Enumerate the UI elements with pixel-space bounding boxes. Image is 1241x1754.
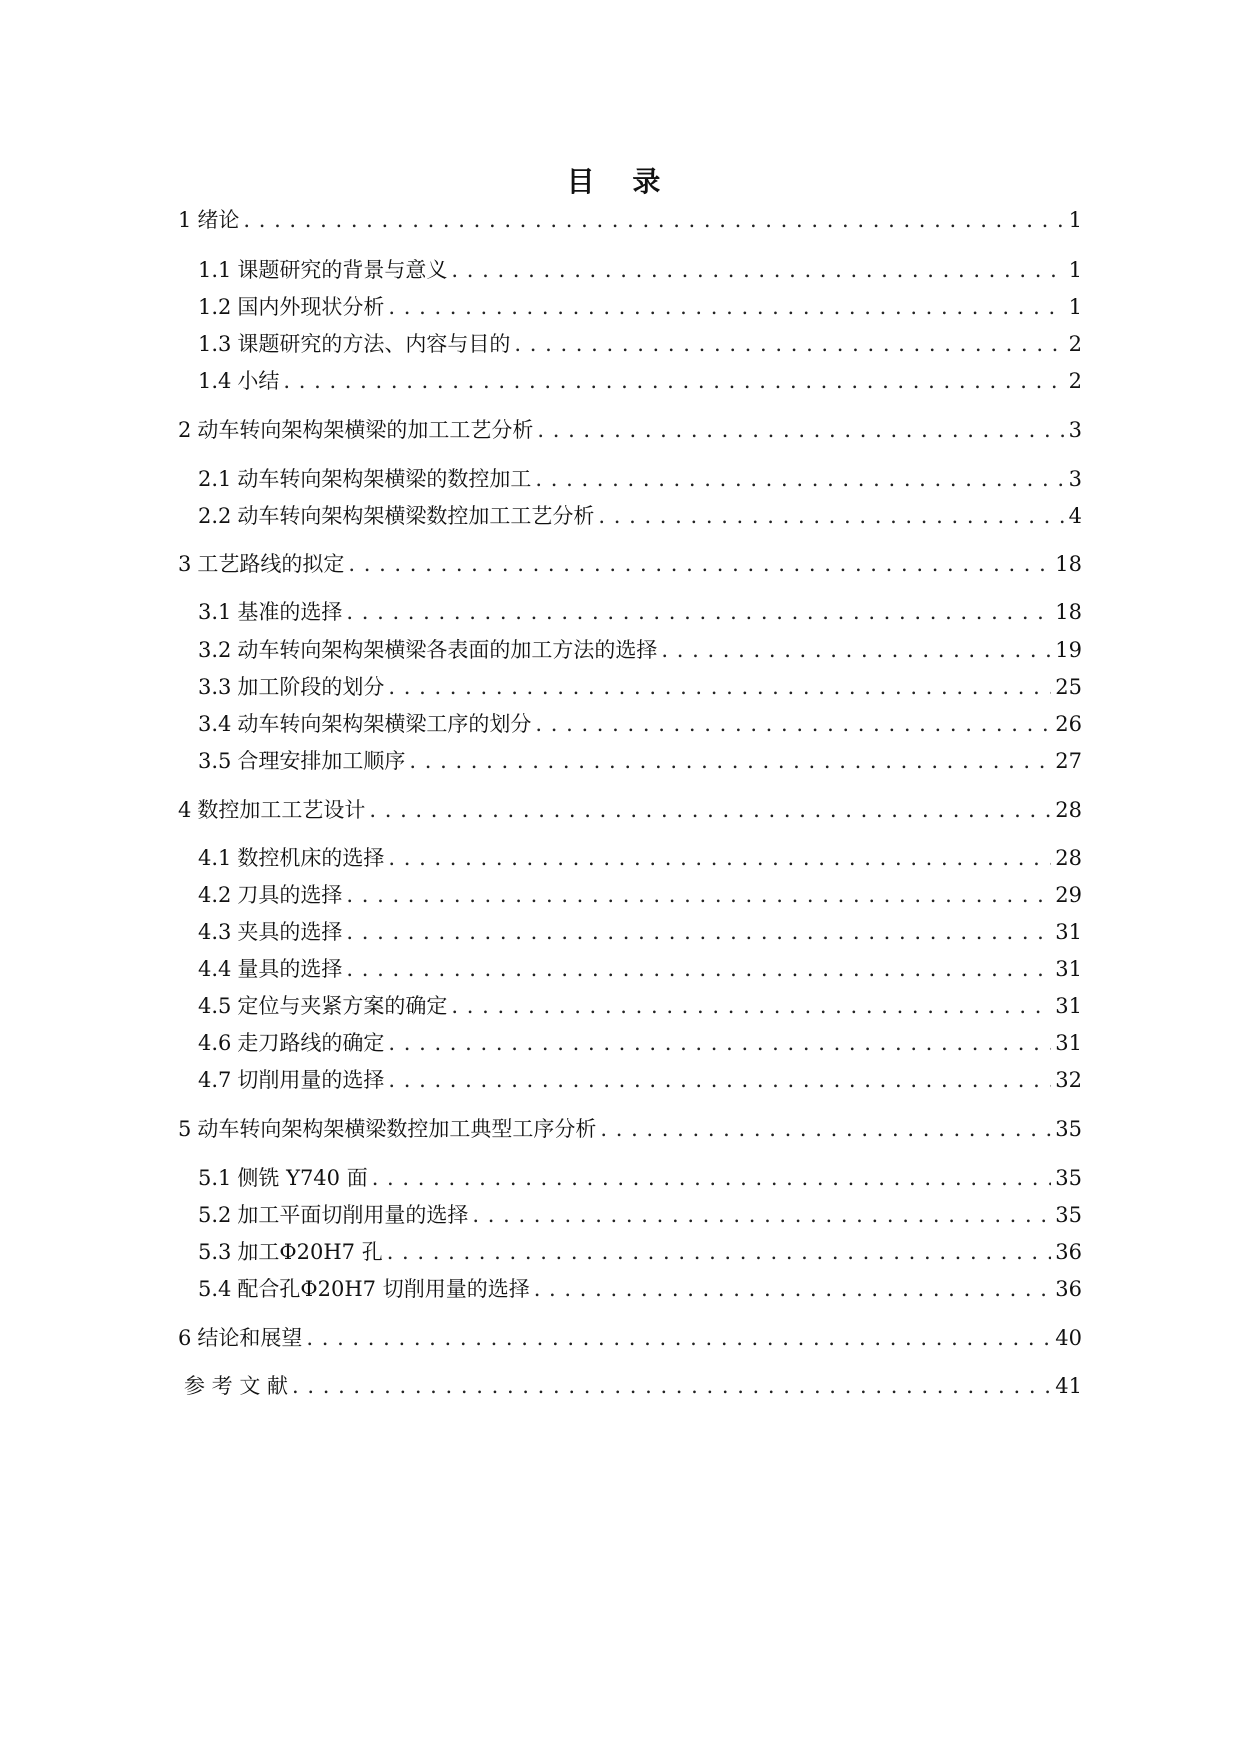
toc-entry-number: 4 (178, 798, 192, 822)
toc-entry[interactable] (178, 1115, 1082, 1143)
toc-leader-dots (346, 955, 1051, 983)
toc-entry-label: 动车转向架构架横梁的加工工艺分析 (197, 418, 534, 442)
toc-entry-number: 1.1 (198, 258, 232, 282)
toc-entry-label: 合理安排加工顺序 (237, 749, 406, 773)
toc-entry-number: 5.2 (198, 1203, 232, 1227)
toc-entry-page: 26 (1055, 712, 1082, 736)
toc-entry[interactable] (198, 598, 1082, 626)
toc-entry-page: 35 (1055, 1203, 1082, 1227)
toc-entry-label: 侧铣 Y740 面 (237, 1166, 368, 1190)
toc-entry[interactable] (198, 1275, 1082, 1303)
toc-entry[interactable] (198, 710, 1082, 738)
toc-leader-dots (388, 844, 1051, 872)
toc-entry-number: 6 (178, 1326, 192, 1350)
toc-entry-label: 国内外现状分析 (237, 295, 385, 319)
toc-entry-page: 31 (1055, 994, 1082, 1018)
toc-entry[interactable] (198, 330, 1082, 358)
toc-entry-number: 1 (178, 208, 192, 232)
toc-entry-number: 3.1 (198, 600, 232, 624)
toc-entry-page: 3 (1068, 467, 1082, 491)
toc-entry-page: 36 (1055, 1240, 1082, 1264)
toc-entry-label: 数控机床的选择 (237, 846, 385, 870)
toc-entry-label: 量具的选择 (237, 957, 343, 981)
toc-leader-dots (306, 1324, 1051, 1352)
toc-entry-label: 结论和展望 (197, 1326, 303, 1350)
toc-entry-number: 5 (178, 1117, 192, 1141)
toc-leader-dots (537, 416, 1064, 444)
toc-entry[interactable] (198, 1201, 1082, 1229)
toc-entry-page: 18 (1055, 600, 1082, 624)
toc-entry-number: 4.1 (198, 846, 232, 870)
toc-leader-dots (534, 1275, 1052, 1303)
toc-entry-label: 动车转向架构架横梁的数控加工 (237, 467, 532, 491)
toc-entry-page: 35 (1055, 1117, 1082, 1141)
toc-leader-dots (369, 796, 1051, 824)
toc-entry-page: 32 (1055, 1068, 1082, 1092)
toc-entry-label: 绪论 (197, 208, 240, 232)
toc-entry-page: 29 (1055, 883, 1082, 907)
toc-leader-dots (292, 1372, 1051, 1400)
toc-entry-label: 刀具的选择 (237, 883, 343, 907)
toc-entry-page: 1 (1068, 258, 1082, 282)
toc-entry-number: 5.1 (198, 1166, 232, 1190)
toc-entry-label: 配合孔Φ20H7 切削用量的选择 (237, 1277, 530, 1301)
toc-entry-number: 4.2 (198, 883, 232, 907)
toc-entry[interactable] (198, 1164, 1082, 1192)
toc-entry[interactable] (198, 1238, 1082, 1266)
toc-entry-number: 4.5 (198, 994, 232, 1018)
toc-leader-dots (346, 918, 1051, 946)
toc-entry-label: 数控加工工艺设计 (197, 798, 366, 822)
toc-leader-dots (600, 1115, 1051, 1143)
toc-leader-dots (661, 636, 1051, 664)
toc-entry-page: 1 (1068, 295, 1082, 319)
toc-entry-label: 课题研究的方法、内容与目的 (237, 332, 511, 356)
toc-entry-page: 2 (1068, 369, 1082, 393)
toc-entry-label: 加工平面切削用量的选择 (237, 1203, 469, 1227)
toc-entry-label: 动车转向架构架横梁各表面的加工方法的选择 (237, 638, 658, 662)
toc-leader-dots (598, 502, 1064, 530)
page-title: 目 录 (566, 165, 675, 198)
toc-leader-dots (388, 673, 1051, 701)
toc-entry-number: 3.4 (198, 712, 232, 736)
toc-entry-label: 基准的选择 (237, 600, 343, 624)
toc-entry-page: 19 (1055, 638, 1082, 662)
toc-entry-number: 3.5 (198, 749, 232, 773)
toc-entry-page: 41 (1055, 1374, 1082, 1398)
toc-entry[interactable] (198, 881, 1082, 909)
toc-leader-dots (535, 465, 1064, 493)
toc-leader-dots (283, 367, 1064, 395)
toc-leader-dots (387, 1238, 1052, 1266)
toc-entry-number: 5.3 (198, 1240, 232, 1264)
toc-entry-label: 动车转向架构架横梁数控加工典型工序分析 (197, 1117, 597, 1141)
toc-leader-dots (388, 293, 1064, 321)
toc-leader-dots (451, 992, 1051, 1020)
toc-entry-label: 加工阶段的划分 (237, 675, 385, 699)
toc-entry-page: 1 (1068, 208, 1082, 232)
toc-entry-page: 36 (1055, 1277, 1082, 1301)
toc-entry-number: 1.4 (198, 369, 232, 393)
toc-leader-dots (372, 1164, 1052, 1192)
toc-entry[interactable] (198, 955, 1082, 983)
toc-entry[interactable] (178, 550, 1082, 578)
toc-entry-label: 定位与夹紧方案的确定 (237, 994, 448, 1018)
toc-entry-page: 2 (1068, 332, 1082, 356)
toc-entry[interactable] (198, 636, 1082, 664)
toc-entry[interactable] (178, 796, 1082, 824)
toc-entry[interactable] (198, 465, 1082, 493)
toc-entry[interactable] (198, 918, 1082, 946)
toc-entry[interactable] (178, 416, 1082, 444)
toc-entry-number: 4.4 (198, 957, 232, 981)
toc-entry[interactable] (198, 256, 1082, 284)
toc-entry-number: 1.3 (198, 332, 232, 356)
toc-entry[interactable] (198, 367, 1082, 395)
toc-entry-page: 40 (1055, 1326, 1082, 1350)
toc-entry-label: 工艺路线的拟定 (197, 552, 345, 576)
toc-entry[interactable] (178, 206, 1082, 234)
toc-leader-dots (451, 256, 1064, 284)
toc-entry-page: 4 (1068, 504, 1082, 528)
toc-entry-label: 夹具的选择 (237, 920, 343, 944)
toc-entry[interactable] (198, 502, 1082, 530)
toc-entry-label: 动车转向架构架横梁工序的划分 (237, 712, 532, 736)
toc-entry-page: 31 (1055, 1031, 1082, 1055)
toc-leader-dots (388, 1029, 1051, 1057)
toc-entry-label: 切削用量的选择 (237, 1068, 385, 1092)
toc-entry-page: 35 (1055, 1166, 1082, 1190)
toc-entry[interactable] (178, 1324, 1082, 1352)
toc-leader-dots (348, 550, 1051, 578)
toc-leader-dots (514, 330, 1064, 358)
toc-entry-number: 5.4 (198, 1277, 232, 1301)
toc-entry-page: 18 (1055, 552, 1082, 576)
toc-entry-label: 走刀路线的确定 (237, 1031, 385, 1055)
toc-leader-dots (346, 598, 1051, 626)
toc-leader-dots (388, 1066, 1051, 1094)
toc-entry-number: 3.3 (198, 675, 232, 699)
toc-entry-number: 2.1 (198, 467, 232, 491)
toc-entry-label: 加工Φ20H7 孔 (237, 1240, 383, 1264)
toc-entry-label: 课题研究的背景与意义 (237, 258, 448, 282)
toc-entry-number: 4.3 (198, 920, 232, 944)
toc-entry-page: 31 (1055, 957, 1082, 981)
toc-entry[interactable] (198, 844, 1082, 872)
toc-entry[interactable] (198, 293, 1082, 321)
toc-entry-page: 25 (1055, 675, 1082, 699)
toc-entry-number: 3 (178, 552, 192, 576)
toc-entry[interactable] (198, 673, 1082, 701)
toc-entry[interactable] (198, 1029, 1082, 1057)
toc-entry-number: 4.7 (198, 1068, 232, 1092)
toc-entry[interactable] (178, 1372, 1082, 1400)
toc-leader-dots (346, 881, 1051, 909)
toc-entry-page: 28 (1055, 798, 1082, 822)
toc-entry-page: 28 (1055, 846, 1082, 870)
toc-entry[interactable] (198, 747, 1082, 775)
toc-entry[interactable] (198, 992, 1082, 1020)
toc-leader-dots (535, 710, 1051, 738)
toc-leader-dots (472, 1201, 1051, 1229)
toc-entry-label: 参 考 文 献 (184, 1374, 289, 1398)
toc-entry-number: 3.2 (198, 638, 232, 662)
toc-entry-number: 2 (178, 418, 192, 442)
toc-entry-page: 31 (1055, 920, 1082, 944)
toc-entry-page: 27 (1055, 749, 1082, 773)
toc-leader-dots (409, 747, 1051, 775)
toc-entry-number: 2.2 (198, 504, 232, 528)
toc-entry-number: 4.6 (198, 1031, 232, 1055)
toc-entry-page: 3 (1068, 418, 1082, 442)
toc-entry-label: 动车转向架构架横梁数控加工工艺分析 (237, 504, 595, 528)
toc-entry-label: 小结 (237, 369, 280, 393)
toc-leader-dots (243, 206, 1064, 234)
toc-entry-number: 1.2 (198, 295, 232, 319)
toc-entry[interactable] (198, 1066, 1082, 1094)
